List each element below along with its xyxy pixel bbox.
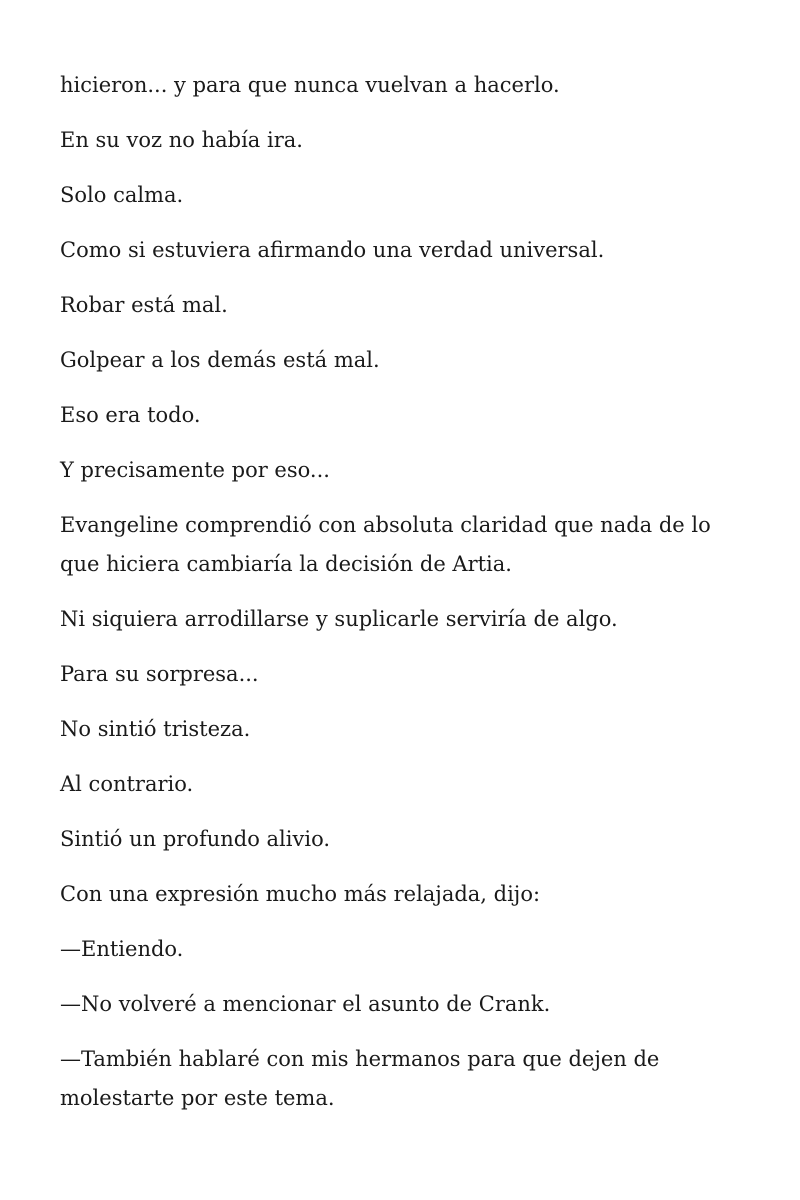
paragraph: —No volveré a mencionar el asunto de Crank. bbox=[60, 992, 551, 1016]
paragraph: Ni siquiera arrodillarse y suplicarle serviría de algo. bbox=[60, 607, 618, 631]
paragraph: hicieron... y para que nunca vuelvan a hacerlo. bbox=[60, 73, 560, 97]
paragraph: Sintió un profundo alivio. bbox=[60, 827, 331, 851]
paragraph: —Entiendo. bbox=[60, 937, 184, 961]
paragraph: Al contrario. bbox=[60, 772, 194, 796]
paragraph: Golpear a los demás está mal. bbox=[60, 348, 380, 372]
paragraph: Solo calma. bbox=[60, 183, 184, 207]
paragraph: Para su sorpresa... bbox=[60, 662, 259, 686]
paragraph: Como si estuviera afirmando una verdad universal. bbox=[60, 238, 605, 262]
paragraph: No sintió tristeza. bbox=[60, 717, 251, 741]
paragraph: Eso era todo. bbox=[60, 403, 201, 427]
paragraph: —También hablaré con mis hermanos para que dejen de molestarte por este tema. bbox=[60, 1047, 660, 1110]
paragraph: Evangeline comprendió con absoluta claridad que nada de lo que hiciera cambiaría la decisión de Artia. bbox=[60, 513, 711, 576]
paragraph: En su voz no había ira. bbox=[60, 128, 303, 152]
paragraph: Y precisamente por eso... bbox=[60, 458, 330, 482]
paragraph: Con una expresión mucho más relajada, dijo: bbox=[60, 882, 541, 906]
paragraph: Robar está mal. bbox=[60, 293, 228, 317]
